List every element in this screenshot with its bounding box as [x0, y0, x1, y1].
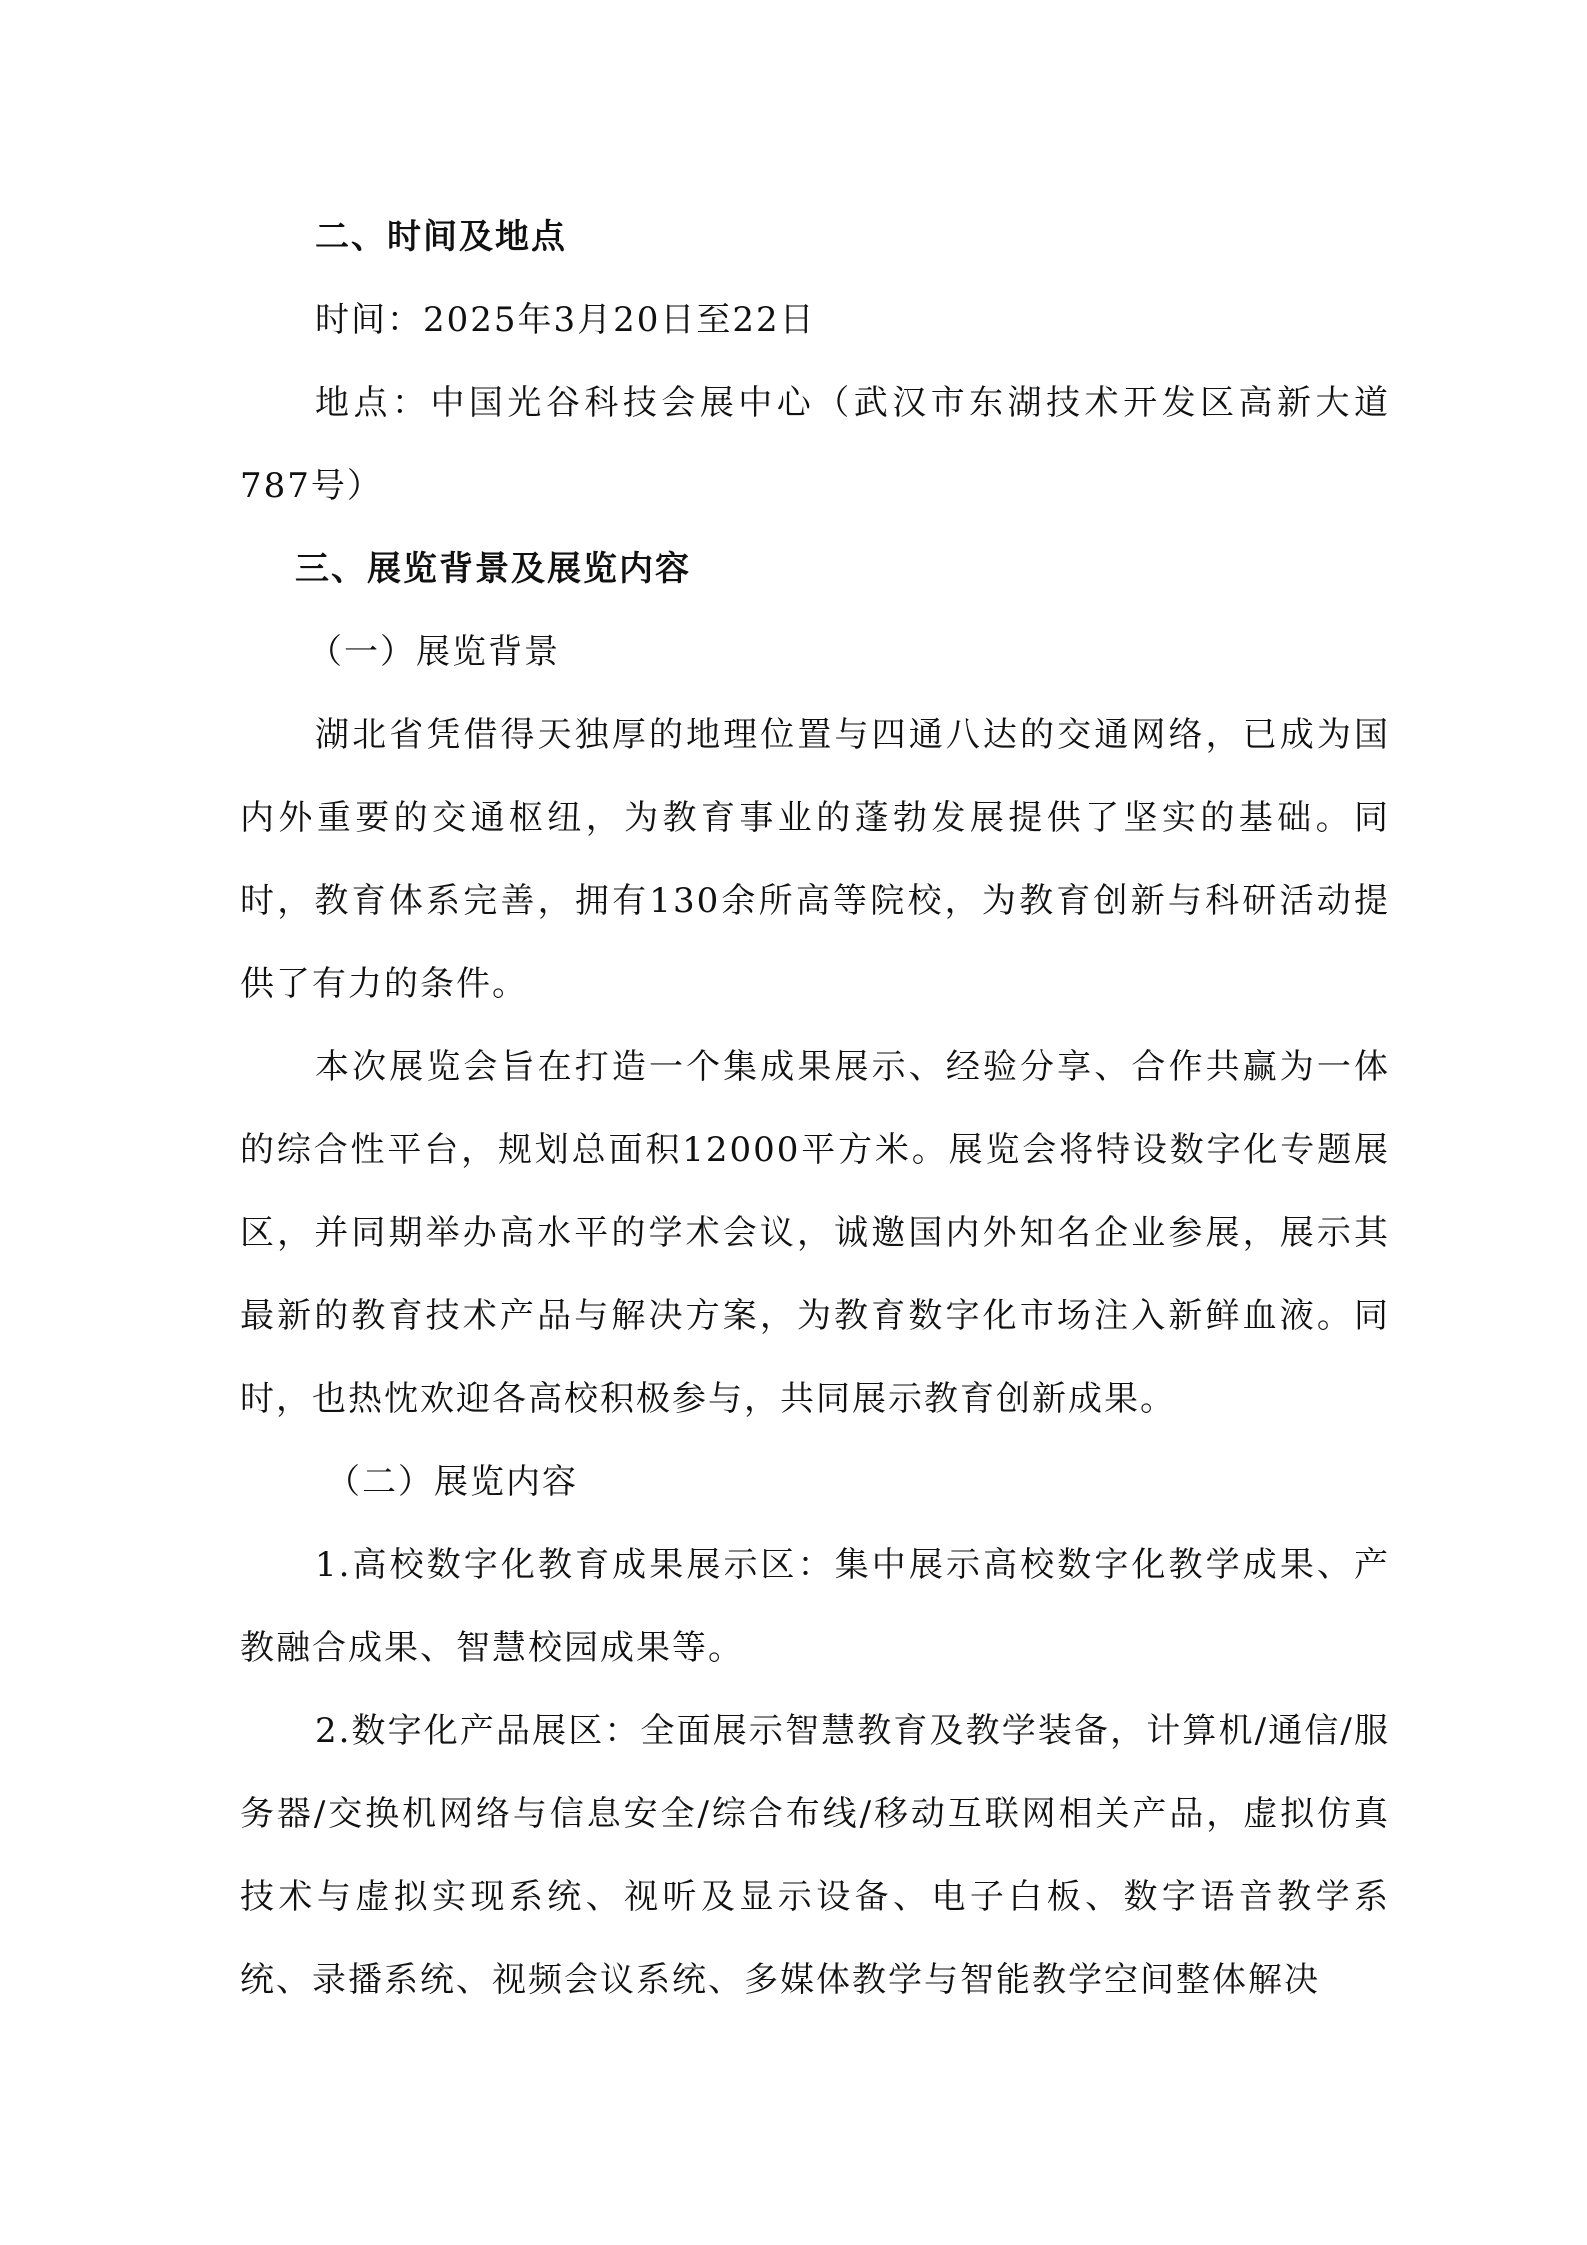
event-time: 时间：2025年3月20日至22日: [315, 300, 816, 340]
section-heading-background-content: 三、展览背景及展览内容: [295, 549, 691, 589]
section-heading-time-location: 二、时间及地点: [315, 217, 567, 257]
content-item-1: 1.高校数字化教育成果展示区：集中展示高校数字化教学成果、产教融合成果、智慧校园成果等。: [240, 1545, 1390, 1668]
subheading-content: （二）展览内容: [326, 1462, 578, 1502]
event-location: 地点：中国光谷科技会展中心（武汉市东湖技术开发区高新大道787号）: [240, 383, 1390, 506]
paragraph-background-2: 本次展览会旨在打造一个集成果展示、经验分享、合作共赢为一体的综合性平台，规划总面积12000平方米。展览会将特设数字化专题展区，并同期举办高水平的学术会议，诚邀国内外知名企业参展，展示其最新的教育技术产品与解决方案，为教育数字化市场注入新鲜血液。同时，也热忱欢迎各高校积极参与，共同展示教育创新成果。: [240, 1047, 1390, 1419]
content-item-2: 2.数字化产品展区：全面展示智慧教育及教学装备，计算机/通信/服务器/交换机网络与信息安全/综合布线/移动互联网相关产品，虚拟仿真技术与虚拟实现系统、视听及显示设备、电子白板、数字语音教学系统、录播系统、视频会议系统、多媒体教学与智能教学空间整体解决: [240, 1711, 1390, 2000]
document-body: [240, 196, 1390, 2022]
paragraph-background-1: 湖北省凭借得天独厚的地理位置与四通八达的交通网络，已成为国内外重要的交通枢纽，为教育事业的蓬勃发展提供了坚实的基础。同时，教育体系完善，拥有130余所高等院校，为教育创新与科研活动提供了有力的条件。: [240, 715, 1390, 1004]
subheading-background: （一）展览背景: [308, 632, 560, 672]
